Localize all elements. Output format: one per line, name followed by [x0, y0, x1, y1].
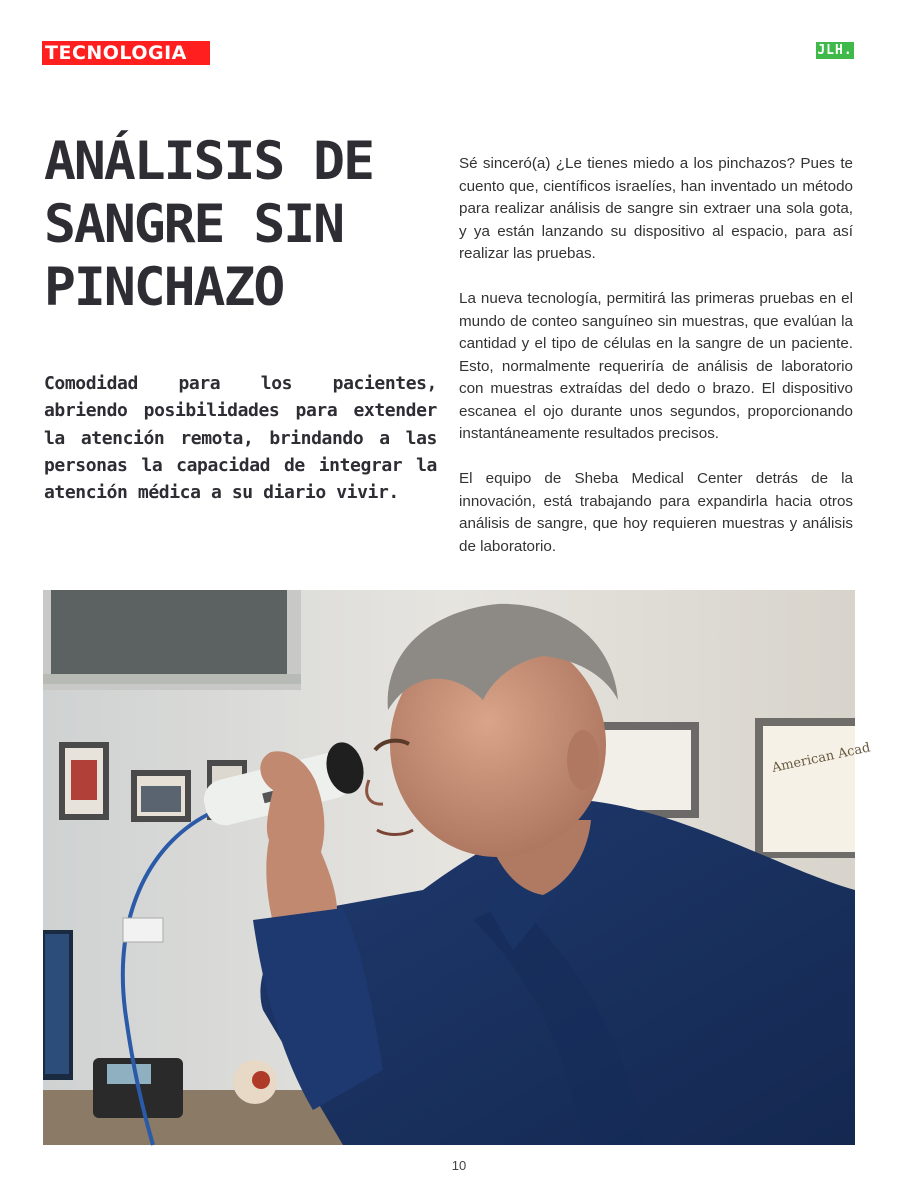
article-body: [459, 153, 853, 581]
section-tag: TECNOLOGIA: [42, 41, 210, 65]
photo-illustration: [43, 590, 872, 1145]
body-paragraph: La nueva tecnología, permitirá las primeras pruebas en el mundo de conteo sanguíneo sin muestras, que evalúan la cantidad y el tipo de células en la sangre de un paciente. Esto, normalmente requeriría de análisis de laboratorio con muestras extraídas del dedo o brazo. El dispositivo escanea el ojo durante unos segundos, proporcionando instantáneamente resultados precisos.: [459, 290, 853, 442]
article-photo: [43, 590, 872, 1145]
body-paragraph: El equipo de Sheba Medical Center detrás de la innovación, está trabajando para expandirla hacia otros análisis de sangre, que hoy requieren muestras y análisis de laboratorio.: [459, 470, 853, 555]
page-number: 10: [451, 1158, 467, 1173]
brand-logo: JLH.: [817, 43, 853, 58]
article-title: [44, 130, 434, 319]
certificate-text: American Acad: [770, 740, 872, 776]
body-paragraph: Sé sinceró(a) ¿Le tienes miedo a los pinchazos? Pues te cuento que, científicos israelíes, han inventado un método para realizar análisis de sangre sin extraer una sola gota, y ya están lanzando su dispositivo al espacio, para así realizar las pruebas.: [459, 155, 853, 262]
title-line: PINCHAZO: [44, 257, 284, 318]
title-line: ANÁLISIS DE: [44, 131, 373, 192]
title-line: SANGRE SIN: [44, 194, 344, 255]
article-lead: Comodidad para los pacientes, abriendo posibilidades para extender la atención remota, brindando a las personas la capacidad de integrar la atención médica a su diario vivir.: [44, 373, 437, 504]
